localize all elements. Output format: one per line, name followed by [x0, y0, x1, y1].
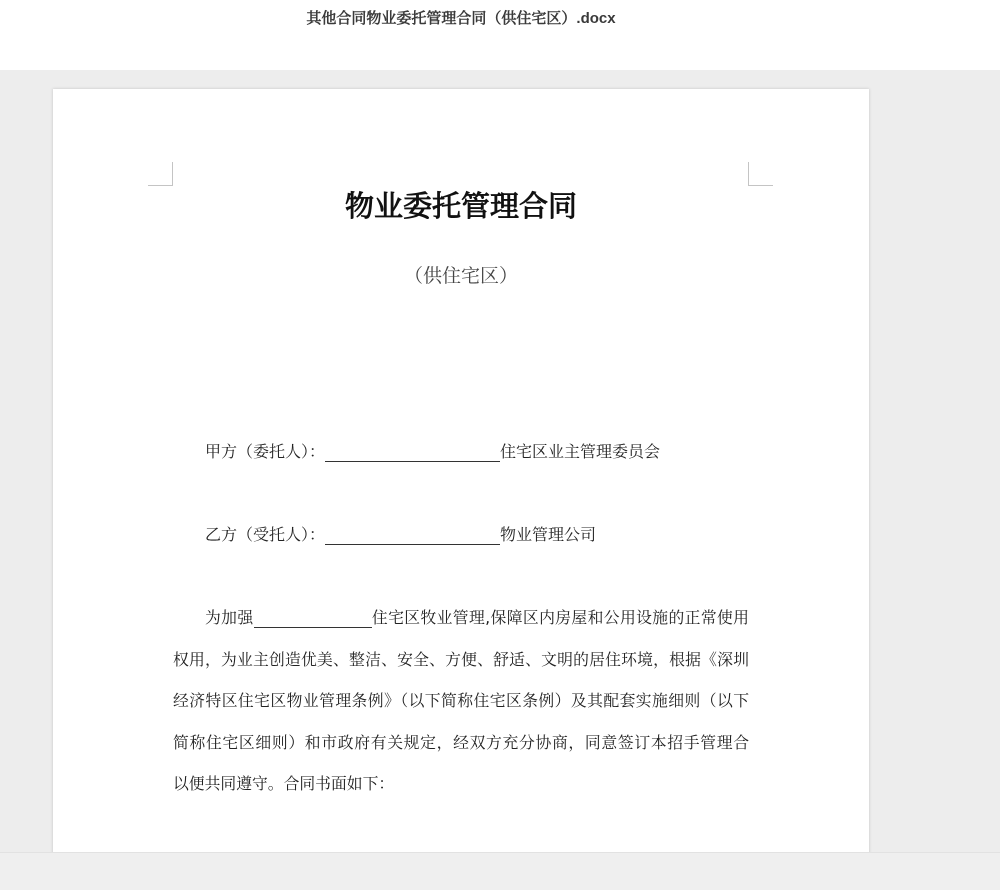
intro-first-line-rest: 住宅区牧业管理,保障区内房屋和公用设施的正常使用	[371, 608, 749, 627]
paragraph-line: 经济特区住宅区物业管理条例》（以下简称住宅区条例）及其配套实施细则（以下	[173, 691, 749, 710]
party-b-label: 乙方（受托人）：	[205, 525, 326, 544]
party-a-label: 甲方（委托人）：	[205, 442, 326, 461]
title-bar	[0, 0, 1000, 70]
party-b-suffix: 物业管理公司	[500, 525, 597, 544]
document-page	[53, 89, 869, 889]
paragraph-line: 以便共同遵守。合同书面如下：	[173, 774, 395, 793]
paragraph-line	[173, 597, 749, 639]
paragraph-line: 权用，为业主创造优美、整洁、安全、方便、舒适、文明的居住环境，根据《深圳	[173, 649, 749, 669]
margin-corner-mark-top-left	[148, 162, 173, 186]
party-a-blank-underline	[325, 443, 500, 462]
intro-prefix: 为加强	[205, 608, 254, 627]
file-name-title: 其他合同物业委托管理合同（供住宅区）.docx	[306, 10, 616, 27]
party-a-suffix: 住宅区业主管理委员会	[500, 442, 661, 461]
paragraph-line: 简称住宅区细则）和市政府有关规定，经双方充分协商，同意签订本招手管理合	[173, 732, 749, 752]
party-b-blank-underline	[325, 526, 500, 545]
document-viewport[interactable]	[0, 70, 1000, 890]
intro-paragraph	[173, 597, 749, 805]
bottom-bar	[0, 852, 1000, 890]
party-b-line	[205, 523, 765, 547]
document-subtitle: （供住宅区）	[403, 265, 518, 287]
party-a-line	[205, 440, 765, 464]
intro-blank-underline	[254, 609, 372, 628]
document-title: 物业委托管理合同	[344, 189, 577, 223]
margin-corner-mark-top-right	[748, 162, 773, 186]
